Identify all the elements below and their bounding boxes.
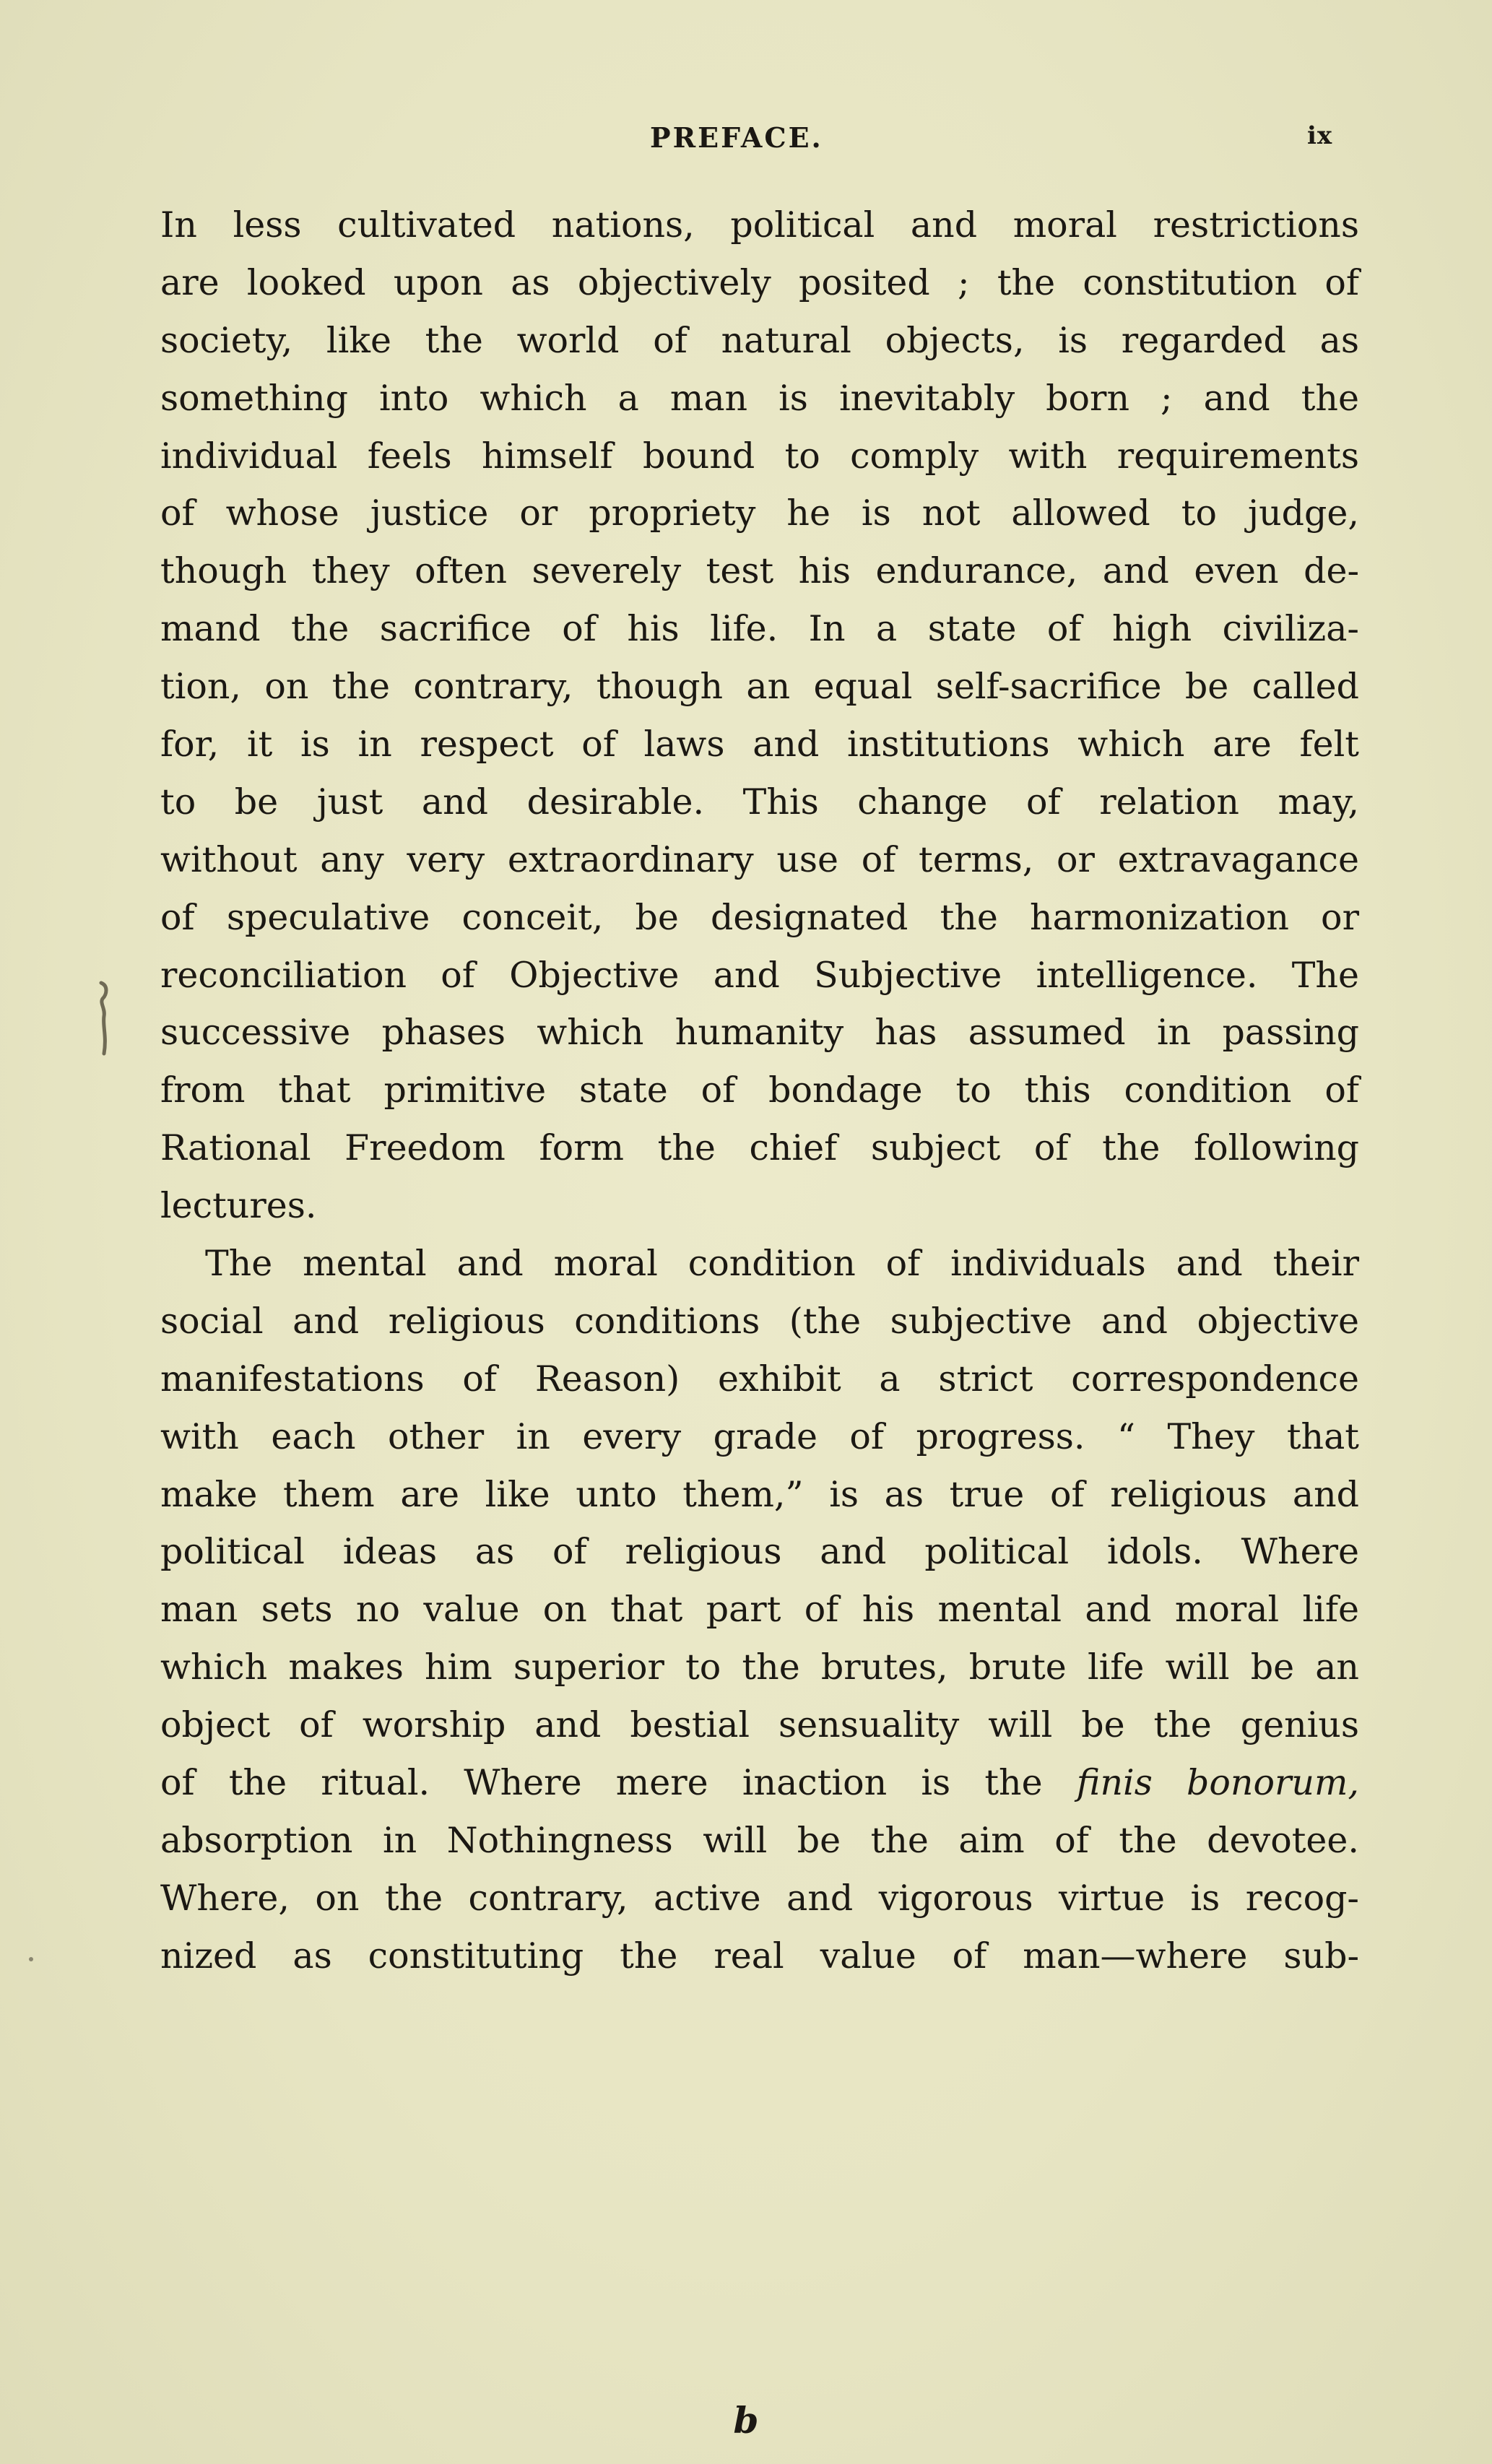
text-line: are looked upon as objectively posited ; the constitution of	[160, 261, 1359, 303]
running-head	[0, 121, 1492, 165]
text-line: with each other in every grade of progress. “ They that	[160, 1415, 1359, 1457]
text-line: of speculative conceit, be designated the harmonization or	[160, 896, 1359, 938]
text-line: Where, on the contrary, active and vigorous virtue is recog-	[160, 1877, 1359, 1919]
text-line: for, it is in respect of laws and institutions which are felt	[160, 724, 1359, 765]
text-line: society, like the world of natural objects, is regarded as	[160, 319, 1359, 361]
text-line: object of worship and bestial sensuality will be the genius	[160, 1704, 1359, 1746]
margin-dot	[29, 1957, 33, 1961]
running-title: PREFACE.	[650, 121, 823, 154]
text-line: without any very extraordinary use of terms, or extravagance	[160, 838, 1359, 880]
text-line: political ideas as of religious and political idols. Where	[160, 1531, 1359, 1573]
text-line: nized as constituting the real value of man—where sub-	[160, 1935, 1359, 1977]
text-line: tion, on the contrary, though an equal self-sacrifice be called	[160, 666, 1359, 708]
text-line: absorption in Nothingness will be the aim of the devotee.	[160, 1819, 1359, 1861]
text-line: successive phases which humanity has assumed in passing	[160, 1012, 1359, 1054]
page-number: ix	[1307, 121, 1333, 150]
text-line: Rational Freedom form the chief subject of the following	[160, 1127, 1359, 1169]
text-line: lectures.	[160, 1185, 317, 1227]
text-line: of whose justice or propriety he is not allowed to judge,	[160, 493, 1359, 534]
text-line: which makes him superior to the brutes, brute life will be an	[160, 1647, 1359, 1688]
text-line: something into which a man is inevitably born ; and the	[160, 377, 1359, 419]
text-segment: of the ritual. Where mere inaction is the	[160, 1762, 1077, 1804]
text-line: to be just and desirable. This change of relation may,	[160, 781, 1359, 823]
text-line: though they often severely test his endurance, and even de-	[160, 550, 1359, 592]
text-line: manifestations of Reason) exhibit a strict correspondence	[160, 1358, 1359, 1400]
text-line: social and religious conditions (the subjective and objective	[160, 1300, 1359, 1342]
margin-pencil-mark	[94, 979, 116, 1058]
text-line: from that primitive state of bondage to this condition of	[160, 1070, 1359, 1111]
text-line: reconciliation of Objective and Subjective intelligence. The	[160, 954, 1359, 996]
text-line: individual feels himself bound to comply with requirements	[160, 435, 1359, 477]
text-line: mand the sacrifice of his life. In a state of high civiliza-	[160, 608, 1359, 650]
latin-phrase: finis bonorum,	[1076, 1762, 1359, 1804]
signature-mark: b	[733, 2399, 759, 2442]
body-text	[160, 196, 1359, 1985]
paragraph-1	[160, 196, 1359, 1235]
text-line-ritual	[160, 1754, 1359, 1812]
text-line: The mental and moral condition of individuals and their	[205, 1243, 1359, 1285]
paragraph-2	[160, 1235, 1359, 1985]
text-line: In less cultivated nations, political and moral restrictions	[160, 204, 1359, 246]
text-line: man sets no value on that part of his mental and moral life	[160, 1589, 1359, 1631]
text-line: make them are like unto them,” is as true of religious and	[160, 1473, 1359, 1515]
